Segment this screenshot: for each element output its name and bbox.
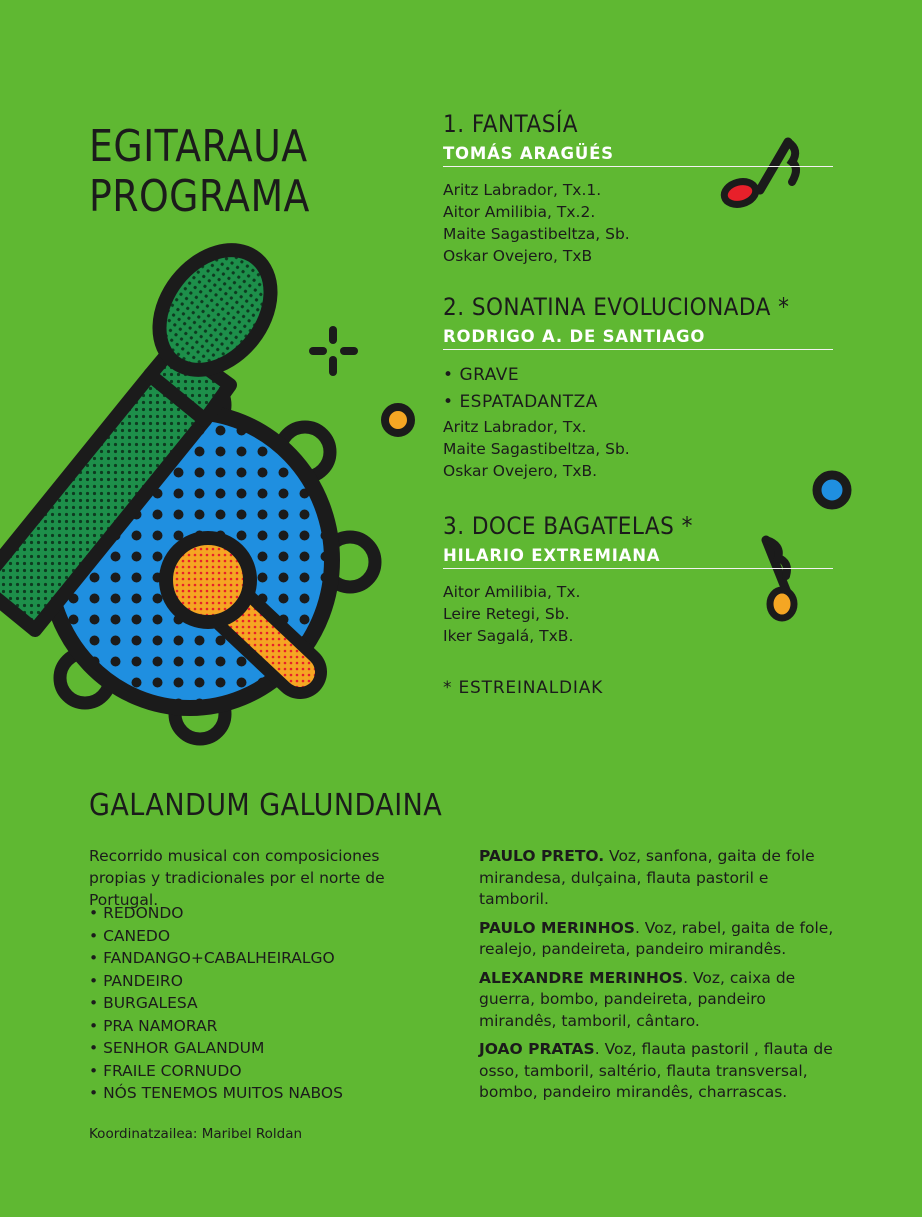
piece-composer: TOMÁS ARAGÜÉS xyxy=(443,144,833,167)
group-description: Recorrido musical con composiciones propias y tradicionales por el norte de Portugal. xyxy=(89,847,385,909)
musician-instruments: . Voz, caixa de guerra, bombo, pandeireta, pandeiro mirandês, tamboril, cântaro. xyxy=(479,968,796,1030)
musician-name: JOAO PRATAS xyxy=(479,1040,595,1058)
musician-name: PAULO MERINHOS xyxy=(479,918,635,937)
performer: Aitor Amilibia, Tx. xyxy=(443,583,581,601)
sparkle-icon xyxy=(313,330,354,372)
performer: Aritz Labrador, Tx.1. xyxy=(443,181,602,199)
piece-title: 1. FANTASÍA xyxy=(443,110,578,138)
track-item: • BURGALESA xyxy=(89,992,343,1015)
group-title: GALANDUM GALUNDAINA xyxy=(89,788,443,823)
track-item: • FANDANGO+CABALHEIRALGO xyxy=(89,947,343,970)
premiere-note: * ESTREINALDIAK xyxy=(443,678,604,698)
musician-entry xyxy=(479,968,839,1033)
program-piece-3 xyxy=(443,512,833,647)
piece-title: 2. SONATINA EVOLUCIONADA * xyxy=(443,293,790,321)
piece-composer: RODRIGO A. DE SANTIAGO xyxy=(443,327,833,350)
performer: Aitor Amilibia, Tx.2. xyxy=(443,203,596,221)
musician-name: PAULO PRETO. xyxy=(479,847,605,865)
track-list xyxy=(89,902,343,1105)
movement-item: • GRAVE xyxy=(443,362,833,389)
musician-instruments: Voz, sanfona, gaita de fole mirandesa, dulçaina, flauta pastoril e tamboril. xyxy=(479,847,815,908)
performer-list xyxy=(443,581,833,647)
performer: Oskar Ovejero, TxB. xyxy=(443,462,598,480)
musician-entry xyxy=(479,918,839,961)
movement-list xyxy=(443,362,833,416)
track-item: • NÓS TENEMOS MUITOS NABOS xyxy=(89,1082,343,1105)
musician-instruments: . Voz, rabel, gaita de fole, realejo, pandeireta, pandeiro mirandês. xyxy=(479,918,834,958)
program-piece-1 xyxy=(443,110,833,267)
performer: Maite Sagastibeltza, Sb. xyxy=(443,440,630,458)
performer: Maite Sagastibeltza, Sb. xyxy=(443,225,630,243)
performer-list xyxy=(443,179,833,267)
musician-entry xyxy=(479,846,839,911)
page-title-line2: PROGRAMA xyxy=(89,171,310,222)
track-item: • CANEDO xyxy=(89,925,343,948)
performer-list xyxy=(443,416,833,482)
performer: Iker Sagalá, TxB. xyxy=(443,627,574,645)
performer: Oskar Ovejero, TxB xyxy=(443,247,593,265)
track-item: • SENHOR GALANDUM xyxy=(89,1037,343,1060)
page-title xyxy=(89,122,310,222)
performer: Aritz Labrador, Tx. xyxy=(443,418,587,436)
musician-entry xyxy=(479,1039,839,1104)
coordinator-credit: Koordinatzailea: Maribel Roldan xyxy=(89,1126,303,1142)
musician-instruments: . Voz, flauta pastoril , flauta de osso, tamboril, saltério, flauta transversal, bombo, pandeiro mirandês, charrascas. xyxy=(479,1040,833,1101)
program-piece-2 xyxy=(443,293,833,482)
page-title-line1: EGITARAUA xyxy=(89,121,308,172)
piece-composer: HILARIO EXTREMIANA xyxy=(443,546,833,569)
piece-title: 3. DOCE BAGATELAS * xyxy=(443,512,693,540)
track-item: • PRA NAMORAR xyxy=(89,1015,343,1038)
track-item: • FRAILE CORNUDO xyxy=(89,1060,343,1083)
movement-item: • ESPATADANTZA xyxy=(443,389,833,416)
track-item: • REDONDO xyxy=(89,902,343,925)
track-item: • PANDEIRO xyxy=(89,970,343,993)
musician-name: ALEXANDRE MERINHOS xyxy=(479,968,684,987)
musician-list xyxy=(479,846,839,1111)
performer: Leire Retegi, Sb. xyxy=(443,605,570,623)
